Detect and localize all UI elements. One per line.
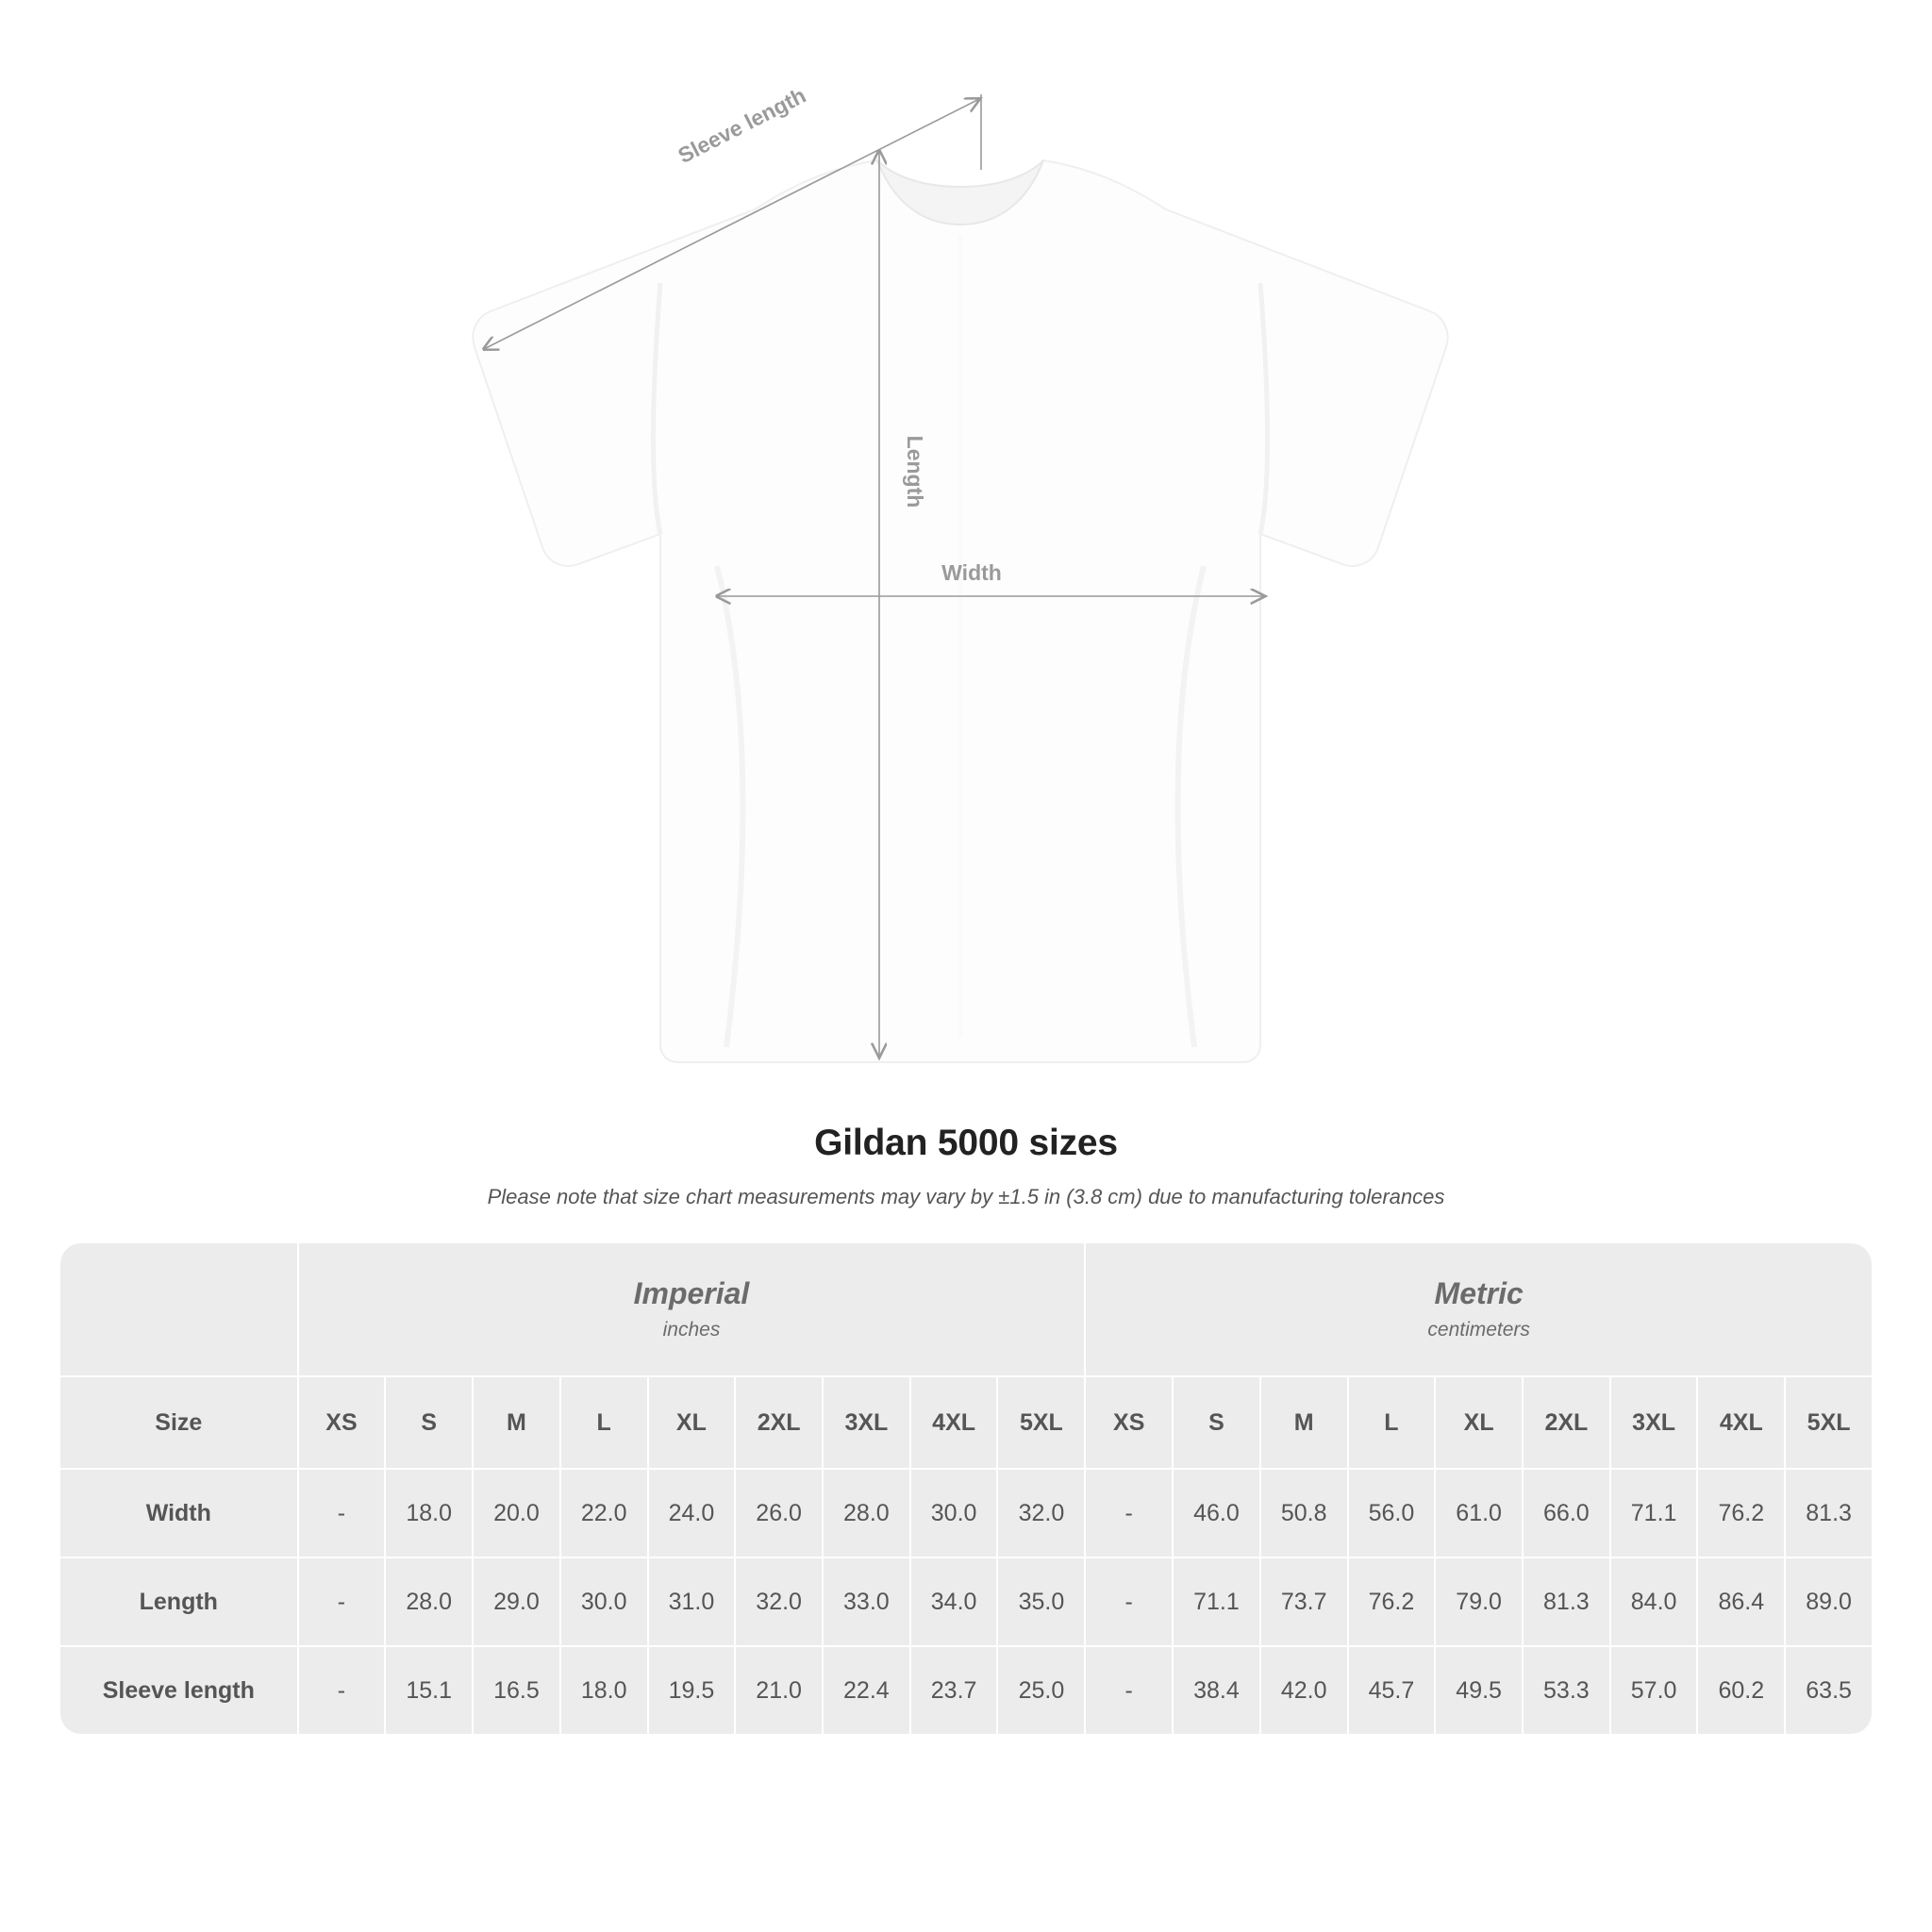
tshirt-graphic bbox=[473, 160, 1447, 1062]
cell-value: 31.0 bbox=[668, 1588, 715, 1615]
cell-width-metric-s bbox=[1174, 1470, 1259, 1557]
cell-value: 25.0 bbox=[1018, 1676, 1065, 1704]
cell-value: - bbox=[337, 1499, 346, 1526]
cell-value: 53.3 bbox=[1543, 1676, 1590, 1704]
cell-sleeve-imperial-xl bbox=[649, 1647, 735, 1734]
cell-value: 81.3 bbox=[1543, 1588, 1590, 1615]
header-imperial-m bbox=[474, 1377, 559, 1468]
size-header-text: 4XL bbox=[1719, 1408, 1763, 1436]
cell-value: 32.0 bbox=[1018, 1499, 1065, 1526]
cell-value: 76.2 bbox=[1718, 1499, 1765, 1526]
cell-width-metric-2xl bbox=[1524, 1470, 1609, 1557]
cell-length-imperial-l bbox=[561, 1558, 647, 1645]
cell-value: 21.0 bbox=[756, 1676, 802, 1704]
header-metric-4xl bbox=[1698, 1377, 1784, 1468]
cell-value: 19.5 bbox=[668, 1676, 715, 1704]
cell-value: 22.0 bbox=[580, 1499, 627, 1526]
cell-length-metric-5xl bbox=[1786, 1558, 1872, 1645]
cell-length-imperial-2xl bbox=[736, 1558, 822, 1645]
size-header-text: 4XL bbox=[932, 1408, 976, 1436]
row-label-width bbox=[60, 1470, 297, 1557]
cell-value: 66.0 bbox=[1543, 1499, 1590, 1526]
cell-value: 45.7 bbox=[1368, 1676, 1415, 1704]
header-metric-s bbox=[1174, 1377, 1259, 1468]
unit-group-imperial-name: Imperial bbox=[633, 1276, 750, 1311]
header-imperial-xs bbox=[299, 1377, 385, 1468]
cell-width-metric-xs bbox=[1086, 1470, 1172, 1557]
table-row bbox=[60, 1558, 1872, 1645]
cell-value: 71.1 bbox=[1193, 1588, 1240, 1615]
cell-value: 34.0 bbox=[930, 1588, 977, 1615]
cell-value: 84.0 bbox=[1630, 1588, 1677, 1615]
row-label-text: Sleeve length bbox=[102, 1676, 255, 1704]
size-header-text: L bbox=[1384, 1408, 1399, 1436]
cell-sleeve-imperial-3xl bbox=[824, 1647, 909, 1734]
header-size-label bbox=[60, 1377, 297, 1468]
cell-value: 61.0 bbox=[1456, 1499, 1502, 1526]
cell-length-imperial-xs bbox=[299, 1558, 385, 1645]
cell-sleeve-metric-m bbox=[1261, 1647, 1347, 1734]
header-metric-xs bbox=[1086, 1377, 1172, 1468]
tolerance-note: Please note that size chart measurements may vary by ±1.5 in (3.8 cm) due to manufacturing tolerances bbox=[487, 1185, 1445, 1208]
cell-sleeve-metric-5xl bbox=[1786, 1647, 1872, 1734]
sleeve-length-label: Sleeve length bbox=[674, 82, 810, 169]
size-header-text: 2XL bbox=[757, 1408, 801, 1436]
cell-width-imperial-xl bbox=[649, 1470, 735, 1557]
cell-length-metric-3xl bbox=[1611, 1558, 1697, 1645]
cell-value: 33.0 bbox=[843, 1588, 890, 1615]
cell-value: 18.0 bbox=[580, 1676, 627, 1704]
cell-width-imperial-s bbox=[386, 1470, 472, 1557]
size-header-text: L bbox=[596, 1408, 611, 1436]
cell-width-imperial-2xl bbox=[736, 1470, 822, 1557]
cell-value: 86.4 bbox=[1718, 1588, 1765, 1615]
cell-width-metric-4xl bbox=[1698, 1470, 1784, 1557]
cell-value: - bbox=[1124, 1588, 1133, 1615]
cell-value: 76.2 bbox=[1368, 1588, 1415, 1615]
cell-sleeve-imperial-m bbox=[474, 1647, 559, 1734]
header-metric-5xl bbox=[1786, 1377, 1872, 1468]
header-metric-m bbox=[1261, 1377, 1347, 1468]
cell-value: 15.1 bbox=[406, 1676, 453, 1704]
unit-group-metric-sub: centimeters bbox=[1427, 1318, 1530, 1341]
cell-length-metric-2xl bbox=[1524, 1558, 1609, 1645]
page-title: Gildan 5000 sizes bbox=[814, 1123, 1118, 1163]
cell-sleeve-metric-xs bbox=[1086, 1647, 1172, 1734]
cell-sleeve-metric-xl bbox=[1436, 1647, 1522, 1734]
table-row bbox=[60, 1647, 1872, 1734]
cell-length-metric-xl bbox=[1436, 1558, 1522, 1645]
cell-value: 49.5 bbox=[1456, 1676, 1502, 1704]
width-label: Width bbox=[941, 560, 1002, 585]
header-metric-2xl bbox=[1524, 1377, 1609, 1468]
cell-width-metric-m bbox=[1261, 1470, 1347, 1557]
header-imperial-5xl bbox=[998, 1377, 1084, 1468]
cell-length-imperial-s bbox=[386, 1558, 472, 1645]
size-table-wrapper bbox=[58, 1241, 1874, 1736]
cell-length-imperial-4xl bbox=[911, 1558, 997, 1645]
cell-value: 23.7 bbox=[930, 1676, 977, 1704]
cell-value: 24.0 bbox=[668, 1499, 715, 1526]
cell-value: 50.8 bbox=[1280, 1499, 1327, 1526]
cell-length-metric-l bbox=[1349, 1558, 1435, 1645]
cell-value: - bbox=[337, 1588, 346, 1615]
cell-value: 32.0 bbox=[756, 1588, 802, 1615]
size-header-text: 5XL bbox=[1807, 1408, 1851, 1436]
cell-width-metric-5xl bbox=[1786, 1470, 1872, 1557]
cell-sleeve-metric-3xl bbox=[1611, 1647, 1697, 1734]
cell-value: 29.0 bbox=[493, 1588, 540, 1615]
cell-sleeve-imperial-4xl bbox=[911, 1647, 997, 1734]
cell-value: 28.0 bbox=[406, 1588, 453, 1615]
cell-sleeve-imperial-s bbox=[386, 1647, 472, 1734]
cell-length-imperial-m bbox=[474, 1558, 559, 1645]
cell-value: 28.0 bbox=[843, 1499, 890, 1526]
size-header-text: 2XL bbox=[1544, 1408, 1589, 1436]
cell-length-metric-m bbox=[1261, 1558, 1347, 1645]
header-imperial-4xl bbox=[911, 1377, 997, 1468]
cell-sleeve-imperial-xs bbox=[299, 1647, 385, 1734]
cell-sleeve-metric-s bbox=[1174, 1647, 1259, 1734]
header-imperial-s bbox=[386, 1377, 472, 1468]
row-label-text: Length bbox=[139, 1588, 218, 1615]
cell-value: 60.2 bbox=[1718, 1676, 1765, 1704]
cell-value: 35.0 bbox=[1018, 1588, 1065, 1615]
cell-value: 16.5 bbox=[493, 1676, 540, 1704]
cell-value: 81.3 bbox=[1806, 1499, 1852, 1526]
cell-value: 22.4 bbox=[843, 1676, 890, 1704]
header-imperial-2xl bbox=[736, 1377, 822, 1468]
table-header-row bbox=[60, 1377, 1872, 1468]
unit-group-metric-name: Metric bbox=[1434, 1276, 1524, 1311]
cell-length-imperial-5xl bbox=[998, 1558, 1084, 1645]
cell-sleeve-imperial-l bbox=[561, 1647, 647, 1734]
cell-length-metric-4xl bbox=[1698, 1558, 1784, 1645]
cell-value: 18.0 bbox=[406, 1499, 453, 1526]
cell-length-metric-s bbox=[1174, 1558, 1259, 1645]
cell-width-imperial-5xl bbox=[998, 1470, 1084, 1557]
cell-width-imperial-3xl bbox=[824, 1470, 909, 1557]
cell-value: - bbox=[337, 1676, 346, 1704]
cell-value: 30.0 bbox=[930, 1499, 977, 1526]
header-metric-l bbox=[1349, 1377, 1435, 1468]
header-metric-3xl bbox=[1611, 1377, 1697, 1468]
cell-value: 57.0 bbox=[1630, 1676, 1677, 1704]
cell-value: 20.0 bbox=[493, 1499, 540, 1526]
header-imperial-3xl bbox=[824, 1377, 909, 1468]
cell-value: 56.0 bbox=[1368, 1499, 1415, 1526]
size-table bbox=[58, 1241, 1874, 1736]
size-label-text: Size bbox=[155, 1408, 203, 1436]
cell-sleeve-metric-4xl bbox=[1698, 1647, 1784, 1734]
title-block bbox=[0, 1123, 1932, 1209]
cell-value: 30.0 bbox=[580, 1588, 627, 1615]
size-header-text: XL bbox=[1463, 1408, 1494, 1436]
row-label-sleeve-length bbox=[60, 1647, 297, 1734]
cell-width-imperial-xs bbox=[299, 1470, 385, 1557]
cell-sleeve-imperial-5xl bbox=[998, 1647, 1084, 1734]
cell-width-imperial-m bbox=[474, 1470, 559, 1557]
cell-value: 63.5 bbox=[1806, 1676, 1852, 1704]
size-header-text: M bbox=[1293, 1408, 1314, 1436]
size-header-text: 3XL bbox=[1632, 1408, 1676, 1436]
unit-group-metric bbox=[1086, 1243, 1872, 1375]
row-label-text: Width bbox=[145, 1499, 211, 1526]
cell-value: 73.7 bbox=[1280, 1588, 1327, 1615]
cell-width-imperial-l bbox=[561, 1470, 647, 1557]
size-header-text: 5XL bbox=[1019, 1408, 1063, 1436]
cell-value: - bbox=[1124, 1499, 1133, 1526]
unit-group-imperial bbox=[299, 1243, 1085, 1375]
cell-value: 79.0 bbox=[1456, 1588, 1502, 1615]
header-imperial-l bbox=[561, 1377, 647, 1468]
cell-sleeve-metric-2xl bbox=[1524, 1647, 1609, 1734]
cell-width-metric-xl bbox=[1436, 1470, 1522, 1557]
cell-value: 38.4 bbox=[1193, 1676, 1240, 1704]
cell-value: 71.1 bbox=[1630, 1499, 1677, 1526]
header-metric-xl bbox=[1436, 1377, 1522, 1468]
cell-sleeve-imperial-2xl bbox=[736, 1647, 822, 1734]
cell-length-metric-xs bbox=[1086, 1558, 1172, 1645]
row-label-length bbox=[60, 1558, 297, 1645]
unit-header-spacer bbox=[60, 1243, 297, 1375]
cell-width-imperial-4xl bbox=[911, 1470, 997, 1557]
size-header-text: XS bbox=[325, 1408, 358, 1436]
cell-value: - bbox=[1124, 1676, 1133, 1704]
unit-group-imperial-sub: inches bbox=[662, 1318, 721, 1341]
cell-width-metric-l bbox=[1349, 1470, 1435, 1557]
cell-width-metric-3xl bbox=[1611, 1470, 1697, 1557]
header-imperial-xl bbox=[649, 1377, 735, 1468]
size-header-text: XL bbox=[675, 1408, 707, 1436]
unit-header-row bbox=[60, 1243, 1872, 1375]
size-header-text: 3XL bbox=[844, 1408, 889, 1436]
size-header-text: M bbox=[507, 1408, 526, 1436]
length-label: Length bbox=[903, 435, 927, 508]
cell-value: 26.0 bbox=[756, 1499, 802, 1526]
cell-sleeve-metric-l bbox=[1349, 1647, 1435, 1734]
cell-value: 89.0 bbox=[1806, 1588, 1852, 1615]
size-header-text: S bbox=[1208, 1408, 1224, 1436]
size-header-text: S bbox=[421, 1408, 438, 1436]
size-header-text: XS bbox=[1113, 1408, 1145, 1436]
cell-length-imperial-xl bbox=[649, 1558, 735, 1645]
cell-value: 42.0 bbox=[1280, 1676, 1327, 1704]
cell-length-imperial-3xl bbox=[824, 1558, 909, 1645]
cell-value: 46.0 bbox=[1193, 1499, 1240, 1526]
table-row bbox=[60, 1470, 1872, 1557]
